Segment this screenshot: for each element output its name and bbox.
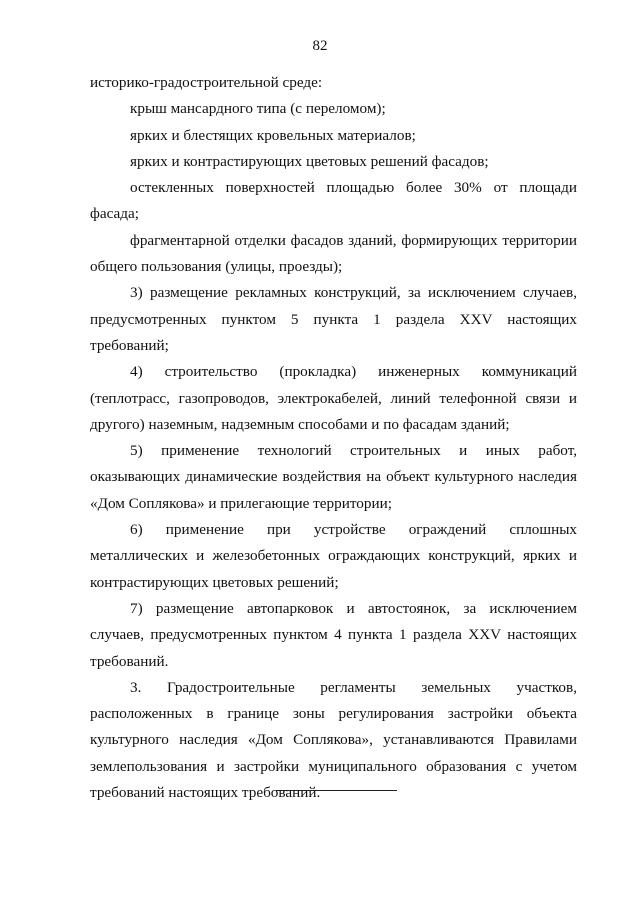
document-body xyxy=(90,70,577,806)
paragraph-item-6: 6) применение при устройстве ограждений сплошных металлических и железобетонных ограждающих конструкций, ярких и контрастирующих цветовых решений; xyxy=(90,521,577,591)
paragraph-item-3: 3) размещение рекламных конструкций, за исключением случаев, предусмотренных пунктом 5 пункта 1 раздела XXV настоящих требований; xyxy=(90,284,577,354)
end-divider xyxy=(276,790,397,791)
list-item-facade-colors: ярких и контрастирующих цветовых решений фасадов; xyxy=(130,152,489,170)
list-item-mansard-roofs: крыш мансардного типа (с переломом); xyxy=(130,100,386,118)
list-item-fragmentary-finish: фрагментарной отделки фасадов зданий, формирующих территории общего пользования (улицы, проезды); xyxy=(90,231,577,276)
paragraph-item-7: 7) размещение автопарковок и автостоянок, за исключением случаев, предусмотренных пунктом 4 пункта 1 раздела XXV настоящих требований. xyxy=(90,599,577,670)
paragraph-item-5: 5) применение технологий строительных и иных работ, оказывающих динамические воздействия на объект культурного наследия «Дом Соплякова» и прилегающие территории; xyxy=(90,442,577,512)
paragraph-intro: историко-градостроительной среде: xyxy=(90,74,323,91)
paragraph-item-4: 4) строительство (прокладка) инженерных коммуникаций (теплотрасс, газопроводов, электрокабелей, линий телефонной связи и другого) наземным, надземным способами и по фасадам зданий; xyxy=(90,363,577,433)
page-number: 82 xyxy=(312,38,328,54)
list-item-glazed-surfaces: остекленных поверхностей площадью более 30% от площади фасада; xyxy=(90,179,577,223)
list-item-roof-materials: ярких и блестящих кровельных материалов; xyxy=(130,126,416,144)
paragraph-section-3: 3. Градостроительные регламенты земельных участков, расположенных в границе зоны регулирования застройки объекта культурного наследия «Дом Соплякова», устанавливаются Правилами землепользования и застройки муниципального образования с учетом требований настоящих требований. xyxy=(90,678,577,802)
